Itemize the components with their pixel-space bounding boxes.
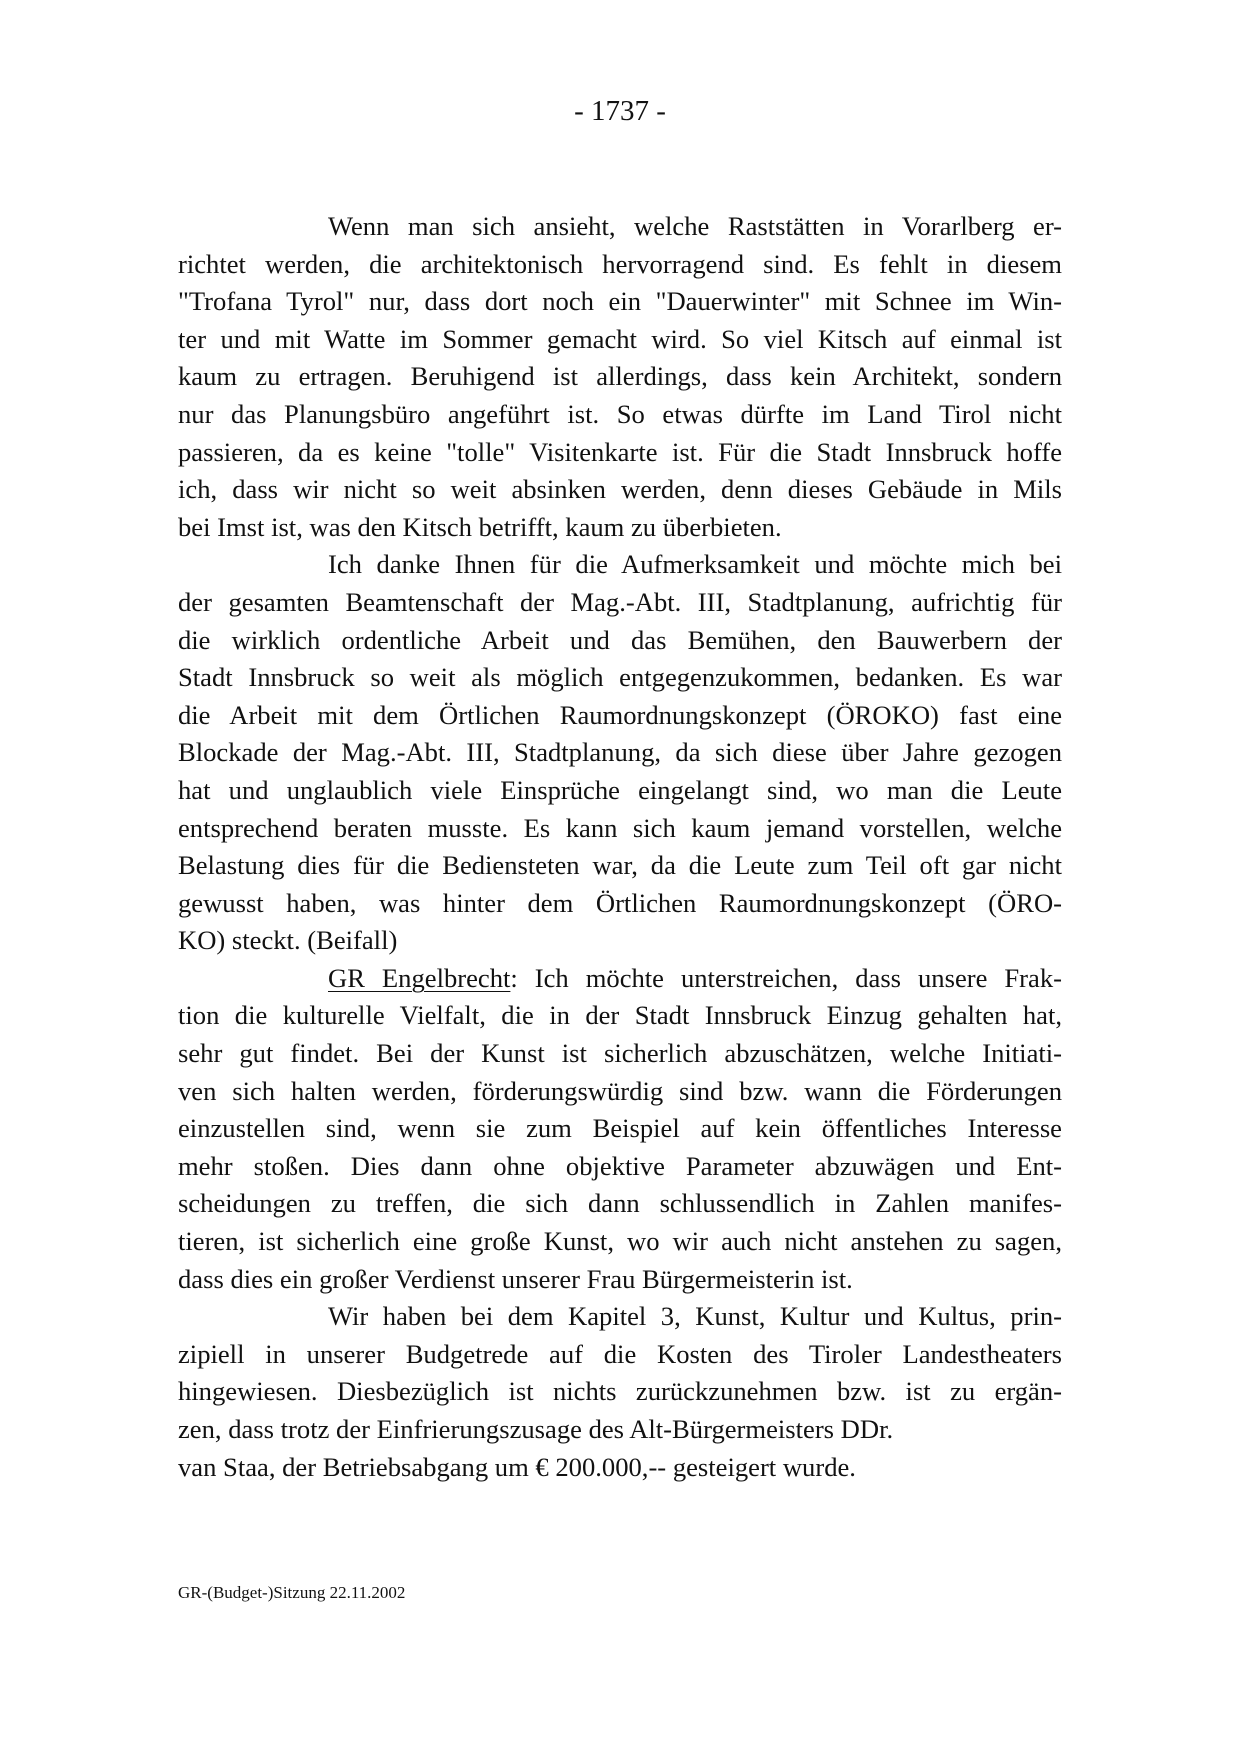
text-line: tion die kulturelle Vielfalt, die in der Stadt Innsbruck Einzug gehalten hat, xyxy=(178,1000,1062,1031)
text-line: Blockade der Mag.-Abt. III, Stadtplanung, da sich diese über Jahre gezogen xyxy=(178,737,1062,768)
text-line: bei Imst ist, was den Kitsch betrifft, kaum zu überbieten. xyxy=(178,511,782,542)
text-line: tieren, ist sicherlich eine große Kunst, wo wir auch nicht anstehen zu sagen, xyxy=(178,1226,1062,1257)
text-line: richtet werden, die architektonisch hervorragend sind. Es fehlt in diesem xyxy=(178,248,1062,279)
text-line: ven sich halten werden, förderungswürdig sind bzw. wann die Förderungen xyxy=(178,1075,1062,1106)
page-number: - 1737 - xyxy=(574,95,666,127)
text-line: nur das Planungsbüro angeführt ist. So etwas dürfte im Land Tirol nicht xyxy=(178,398,1062,429)
text-line: KO) steckt. (Beifall) xyxy=(178,925,398,956)
text-line: mehr stoßen. Dies dann ohne objektive Parameter abzuwägen und Ent- xyxy=(178,1150,1062,1181)
text-line: passieren, da es keine "tolle" Visitenkarte ist. Für die Stadt Innsbruck hoffe xyxy=(178,436,1062,467)
text-line: einzustellen sind, wenn sie zum Beispiel auf kein öffentliches Interesse xyxy=(178,1113,1062,1144)
speaker-line-text: : Ich möchte unterstreichen, dass unsere Frak- xyxy=(510,962,1062,993)
text-line: ter und mit Watte im Sommer gemacht wird. So viel Kitsch auf einmal ist xyxy=(178,323,1062,354)
text-line: zipiell in unserer Budgetrede auf die Kosten des Tiroler Landestheaters xyxy=(178,1338,1062,1369)
text-line: die wirklich ordentliche Arbeit und das Bemühen, den Bauwerbern der xyxy=(178,624,1062,655)
speaker-name: GR Engelbrecht xyxy=(328,962,511,993)
paragraph-4 xyxy=(178,1298,1062,1486)
text-line: gewusst haben, was hinter dem Örtlichen Raumordnungskonzept (ÖRO- xyxy=(178,887,1062,918)
text-line: Wir haben bei dem Kapitel 3, Kunst, Kultur und Kultus, prin- xyxy=(328,1301,1062,1332)
text-line: van Staa, der Betriebsabgang um € 200.000,-- gesteigert wurde. xyxy=(178,1451,856,1482)
paragraph-2 xyxy=(178,546,1062,960)
text-line: hingewiesen. Diesbezüglich ist nichts zurückzunehmen bzw. ist zu ergän- xyxy=(178,1376,1062,1407)
text-line: zen, dass trotz der Einfrierungszusage des Alt-Bürgermeisters DDr. xyxy=(178,1414,894,1444)
text-line: Belastung dies für die Bediensteten war, da die Leute zum Teil oft gar nicht xyxy=(178,850,1062,881)
text-line: dass dies ein großer Verdienst unserer Frau Bürgermeisterin ist. xyxy=(178,1263,853,1294)
text-line: hat und unglaublich viele Einsprüche eingelangt sind, wo man die Leute xyxy=(178,774,1062,805)
text-line: kaum zu ertragen. Beruhigend ist allerdings, dass kein Architekt, sondern xyxy=(178,361,1062,392)
text-line: Ich danke Ihnen für die Aufmerksamkeit und möchte mich bei xyxy=(328,549,1062,580)
page-footer: GR-(Budget-)Sitzung 22.11.2002 xyxy=(178,1583,406,1602)
text-line: Stadt Innsbruck so weit als möglich entgegenzukommen, bedanken. Es war xyxy=(178,662,1062,693)
text-line: scheidungen zu treffen, die sich dann schlussendlich in Zahlen manifes- xyxy=(178,1188,1062,1219)
document-body xyxy=(178,208,1062,1486)
text-line: "Trofana Tyrol" nur, dass dort noch ein "Dauerwinter" mit Schnee im Win- xyxy=(178,286,1062,317)
text-line: Wenn man sich ansieht, welche Raststätten in Vorarlberg er- xyxy=(328,211,1062,241)
text-line: die Arbeit mit dem Örtlichen Raumordnungskonzept (ÖROKO) fast eine xyxy=(178,699,1062,730)
text-line: der gesamten Beamtenschaft der Mag.-Abt. III, Stadtplanung, aufrichtig für xyxy=(178,586,1062,617)
paragraph-3 xyxy=(178,960,1062,1298)
text-line: entsprechend beraten musste. Es kann sich kaum jemand vorstellen, welche xyxy=(178,812,1062,843)
text-line: sehr gut findet. Bei der Kunst ist sicherlich abzuschätzen, welche Initiati- xyxy=(178,1038,1062,1069)
paragraph-1 xyxy=(178,208,1062,546)
text-line: ich, dass wir nicht so weit absinken werden, denn dieses Gebäude in Mils xyxy=(178,474,1062,505)
text-line xyxy=(178,960,1062,998)
